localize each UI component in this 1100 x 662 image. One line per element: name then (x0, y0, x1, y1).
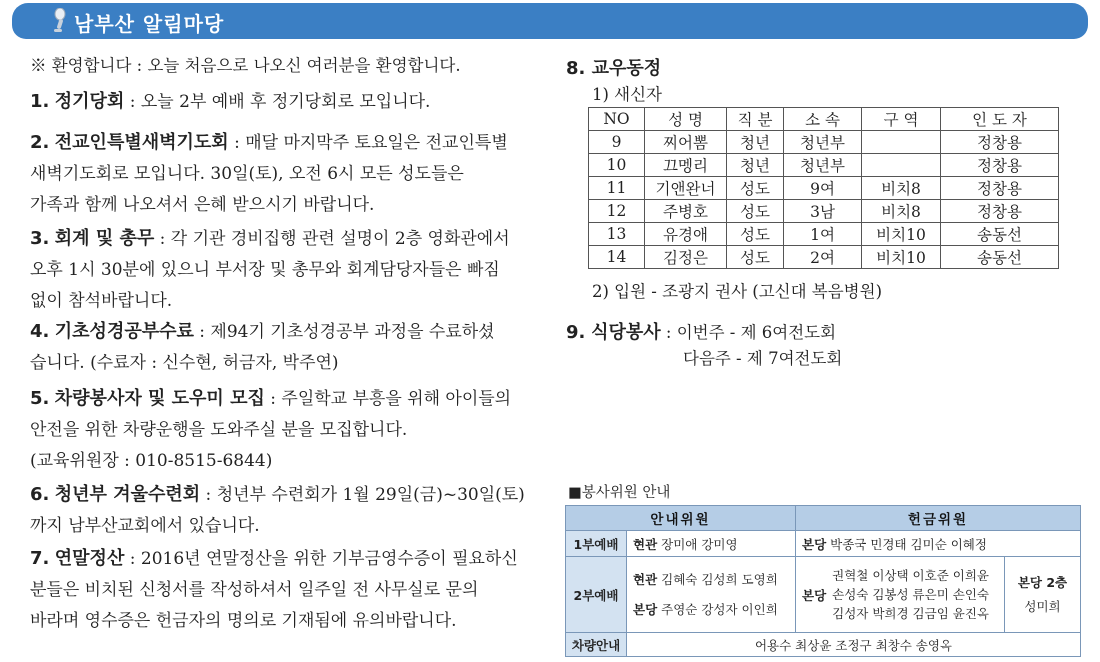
item-text: 가족과 함께 나오셔서 은혜 받으시기 바랍니다. (30, 195, 375, 215)
section-9 (566, 318, 836, 344)
cell-no: 9 (589, 131, 645, 154)
cell-position: 성도 (727, 223, 784, 246)
item-heading: 정기당회 (54, 91, 125, 112)
cell-no: 10 (589, 154, 645, 177)
col-header-name: 성 명 (645, 108, 727, 131)
item-text: : 이번주 - 제 6여전도회 (660, 323, 837, 342)
notice-item-4 (30, 316, 550, 379)
item-text: : 제94기 기초성경공부 과정을 수료하셨 (193, 322, 495, 342)
item-text: : 주일학교 부흥을 위해 아이들의 (264, 389, 512, 409)
cell-district: 비치10 (862, 223, 941, 246)
page-title: 남부산 알림마당 (74, 12, 225, 36)
cell-guide: 정창용 (941, 131, 1059, 154)
offering-cell: 본당 권혁철 이상택 이호준 이희윤 손성숙 김봉성 류은미 손인숙 김성자 박희경 김금임 윤진옥 (796, 557, 1005, 633)
table-row (589, 131, 1059, 154)
item-heading: 연말정산 (54, 548, 125, 569)
cell-no: 12 (589, 200, 645, 223)
cell-no: 14 (589, 246, 645, 269)
item-text: 까지 남부산교회에서 있습니다. (30, 516, 260, 536)
cell-guide: 정창용 (941, 200, 1059, 223)
cell-position: 청년 (727, 154, 784, 177)
item-text: 습니다. (수료자 : 신수현, 허금자, 박주연) (30, 353, 339, 373)
item-heading: 회계 및 총무 (54, 228, 155, 249)
item-number: 2. (30, 132, 50, 153)
cell-district (862, 131, 941, 154)
col-header-guide: 인 도 자 (941, 108, 1059, 131)
item-number: 1. (30, 91, 50, 112)
item-text: : 청년부 수련회가 1월 29일(금)~30일(토) (200, 485, 525, 505)
item-heading: 차량봉사자 및 도우미 모집 (54, 388, 265, 409)
table-header-row (589, 108, 1059, 131)
cell-group: 1여 (784, 223, 862, 246)
cell-group: 2여 (784, 246, 862, 269)
table-row (589, 154, 1059, 177)
cell-district: 비치8 (862, 177, 941, 200)
service-table (565, 505, 1081, 657)
row-label-1st-service: 1부예배 (566, 531, 627, 557)
cell-position: 성도 (727, 200, 784, 223)
item-text: : 각 기관 경비집행 관련 설명이 2층 영화관에서 (154, 229, 510, 249)
item-number: 3. (30, 228, 50, 249)
col-header-district: 구 역 (862, 108, 941, 131)
cell-no: 13 (589, 223, 645, 246)
section-8-title: 8. 교우동정 (566, 58, 662, 79)
item-heading: 기초성경공부수료 (54, 321, 194, 342)
new-members-subtitle: 1) 새신자 (592, 85, 662, 104)
notice-item-1 (30, 86, 550, 118)
item-text: : 매달 마지막주 토요일은 전교인특별 (228, 133, 508, 153)
cell-no: 11 (589, 177, 645, 200)
col-header-position: 직 분 (727, 108, 784, 131)
item-heading: 전교인특별새벽기도회 (54, 132, 229, 153)
notice-header-bar (12, 3, 1088, 39)
cell-district: 비치10 (862, 246, 941, 269)
cell-guide: 정창용 (941, 177, 1059, 200)
item-text: : 2016년 연말정산을 위한 기부금영수증이 필요하신 (124, 549, 518, 569)
row-label-vehicle-guide: 차량안내 (566, 633, 627, 657)
item-text: 안전을 위한 차량운행을 도와주실 분을 모집합니다. (30, 420, 408, 440)
col-header-group: 소 속 (784, 108, 862, 131)
hospitalization-note: 2) 입원 - 조광지 권사 (고신대 복음병원) (592, 282, 882, 301)
row-label-2nd-service: 2부예배 (566, 557, 627, 633)
item-text: 오후 1시 30분에 있으니 부서장 및 총무와 회계담당자들은 빠짐 (30, 260, 500, 280)
table-row (589, 177, 1059, 200)
item-number: 5. (30, 388, 50, 409)
col-header-offering-committee: 헌금위원 (796, 506, 1081, 531)
cell-group: 9여 (784, 177, 862, 200)
cell-guide: 정창용 (941, 154, 1059, 177)
new-members-table (588, 107, 1059, 269)
cell-district (862, 154, 941, 177)
item-text: 없이 참석바랍니다. (30, 291, 173, 311)
offering-cell: 본당 박종국 민경태 김미순 이혜정 (796, 531, 1081, 557)
item-number: 9. (566, 322, 586, 343)
cell-guide: 송동선 (941, 223, 1059, 246)
cell-group: 청년부 (784, 154, 862, 177)
cell-name: 찌어뽐 (645, 131, 727, 154)
notice-item-6 (30, 479, 550, 542)
item-number: 6. (30, 484, 50, 505)
cell-position: 성도 (727, 177, 784, 200)
item-heading: 식당봉사 (591, 322, 661, 343)
cell-position: 성도 (727, 246, 784, 269)
welcome-message: ※ 환영합니다 : 오늘 처음으로 나오신 여러분을 환영합니다. (30, 56, 461, 75)
item-text: (교육위원장 : 010-8515-6844) (30, 451, 273, 471)
cell-guide: 송동선 (941, 246, 1059, 269)
service-title: ■봉사위원 안내 (568, 485, 671, 501)
cell-name: 주병호 (645, 200, 727, 223)
cell-group: 3남 (784, 200, 862, 223)
item-number: 7. (30, 548, 50, 569)
guide-cell: 현관 김혜숙 김성희 도영희 본당 주영순 강성자 이인희 (627, 557, 796, 633)
guide-cell: 현관 장미애 강미영 (627, 531, 796, 557)
notice-item-2 (30, 127, 550, 221)
item-number: 4. (30, 321, 50, 342)
cell-district: 비치8 (862, 200, 941, 223)
table-row (589, 200, 1059, 223)
cell-name: 끄멩리 (645, 154, 727, 177)
vehicle-guide-names: 어용수 최상윤 조정구 최창수 송영옥 (627, 633, 1081, 657)
item-text: 분들은 비치된 신청서를 작성하셔서 일주일 전 사무실로 문의 (30, 580, 479, 600)
col-header-guide-committee: 안내위원 (566, 506, 796, 531)
microphone-icon (50, 8, 68, 34)
cell-position: 청년 (727, 131, 784, 154)
item-text: : 오늘 2부 예배 후 정기당회로 모입니다. (124, 92, 431, 112)
item-text: 바라며 영수증은 헌금자의 명의로 기재됨에 유의바랍니다. (30, 611, 457, 631)
table-row (589, 223, 1059, 246)
cell-name: 김정은 (645, 246, 727, 269)
table-row (589, 246, 1059, 269)
cell-name: 유경애 (645, 223, 727, 246)
cell-group: 청년부 (784, 131, 862, 154)
item-text: 새벽기도회로 모입니다. 30일(토), 오전 6시 모든 성도들은 (30, 164, 464, 184)
col-header-no: NO (589, 108, 645, 131)
offering-side-cell: 본당 2층 성미희 (1005, 557, 1081, 633)
item-heading: 청년부 겨울수련회 (54, 484, 201, 505)
notice-item-5 (30, 383, 550, 477)
notice-item-3 (30, 223, 550, 317)
notice-item-7 (30, 543, 550, 637)
section-9-next: 다음주 - 제 7여전도회 (683, 349, 843, 368)
cell-name: 기앤완너 (645, 177, 727, 200)
